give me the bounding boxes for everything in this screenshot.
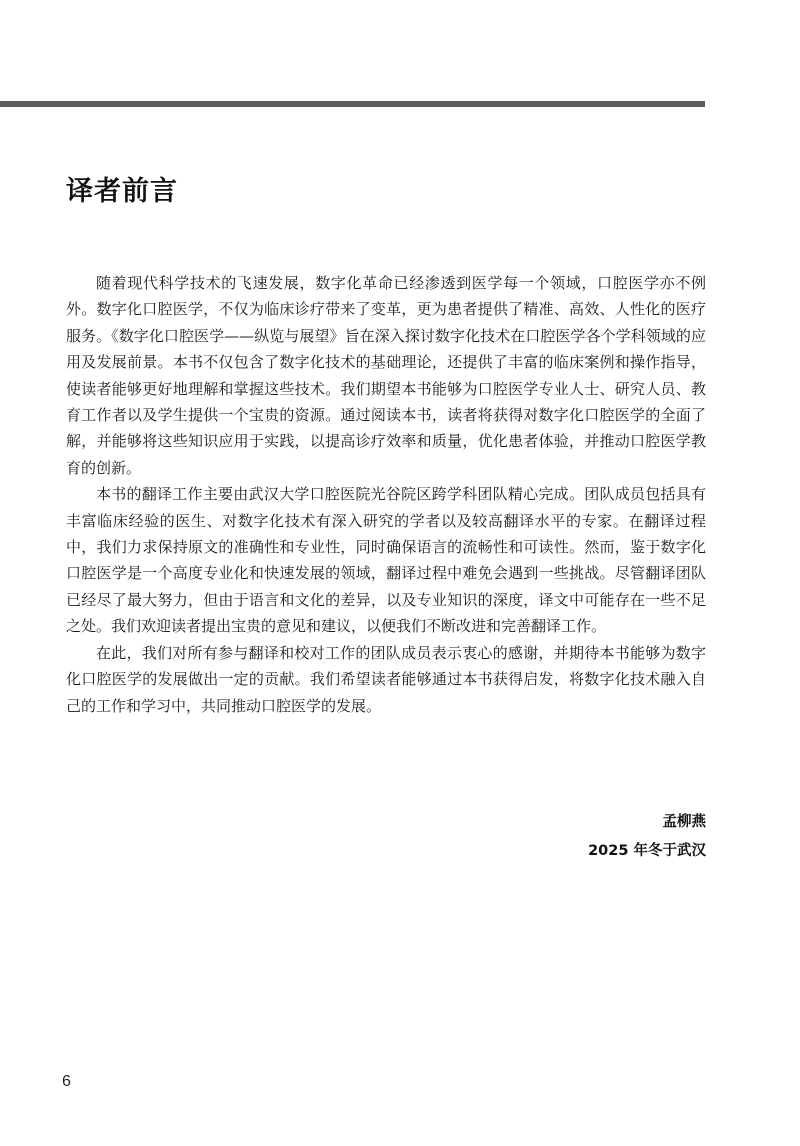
paragraph-1: 随着现代科学技术的飞速发展，数字化革命已经渗透到医学每一个领域，口腔医学亦不例外。数字化口腔医学，不仅为临床诊疗带来了变革，更为患者提供了精准、高效、人性化的医疗服务。《数字化口腔医学——纵览与展望》旨在深入探讨数字化技术在口腔医学各个学科领域的应用及发展前景。本书不仅包含了数字化技术的基础理论，还提供了丰富的临床案例和操作指导，使读者能够更好地理解和掌握这些技术。我们期望本书能够为口腔医学专业人士、研究人员、教育工作者以及学生提供一个宝贵的资源。通过阅读本书，读者将获得对数字化口腔医学的全面了解，并能够将这些知识应用于实践，以提高诊疗效率和质量，优化患者体验，并推动口腔医学教育的创新。 xyxy=(66,274,706,477)
preface-body xyxy=(66,270,706,719)
page-number: 6 xyxy=(62,1073,71,1090)
signature-date-place: 2025 年冬于武汉 xyxy=(588,843,706,859)
author-name: 孟柳燕 xyxy=(662,814,706,830)
header-rule xyxy=(0,101,705,107)
paragraph-2: 本书的翻译工作主要由武汉大学口腔医院光谷院区跨学科团队精心完成。团队成员包括具有丰富临床经验的医生、对数字化技术有深入研究的学者以及较高翻译水平的专家。在翻译过程中，我们力求保持原文的准确性和专业性，同时确保语言的流畅性和可读性。然而，鉴于数字化口腔医学是一个高度专业化和快速发展的领域，翻译过程中难免会遇到一些挑战。尽管翻译团队已经尽了最大努力，但由于语言和文化的差异，以及专业知识的深度，译文中可能存在一些不足之处。我们欢迎读者提出宝贵的意见和建议，以便我们不断改进和完善翻译工作。 xyxy=(66,485,706,636)
paragraph-3: 在此，我们对所有参与翻译和校对工作的团队成员表示衷心的感谢，并期待本书能够为数字化口腔医学的发展做出一定的贡献。我们希望读者能够通过本书获得启发，将数字化技术融入自己的工作和学习中，共同推动口腔医学的发展。 xyxy=(66,643,706,715)
page-title: 译者前言 xyxy=(66,176,178,207)
signature-block xyxy=(588,808,706,866)
